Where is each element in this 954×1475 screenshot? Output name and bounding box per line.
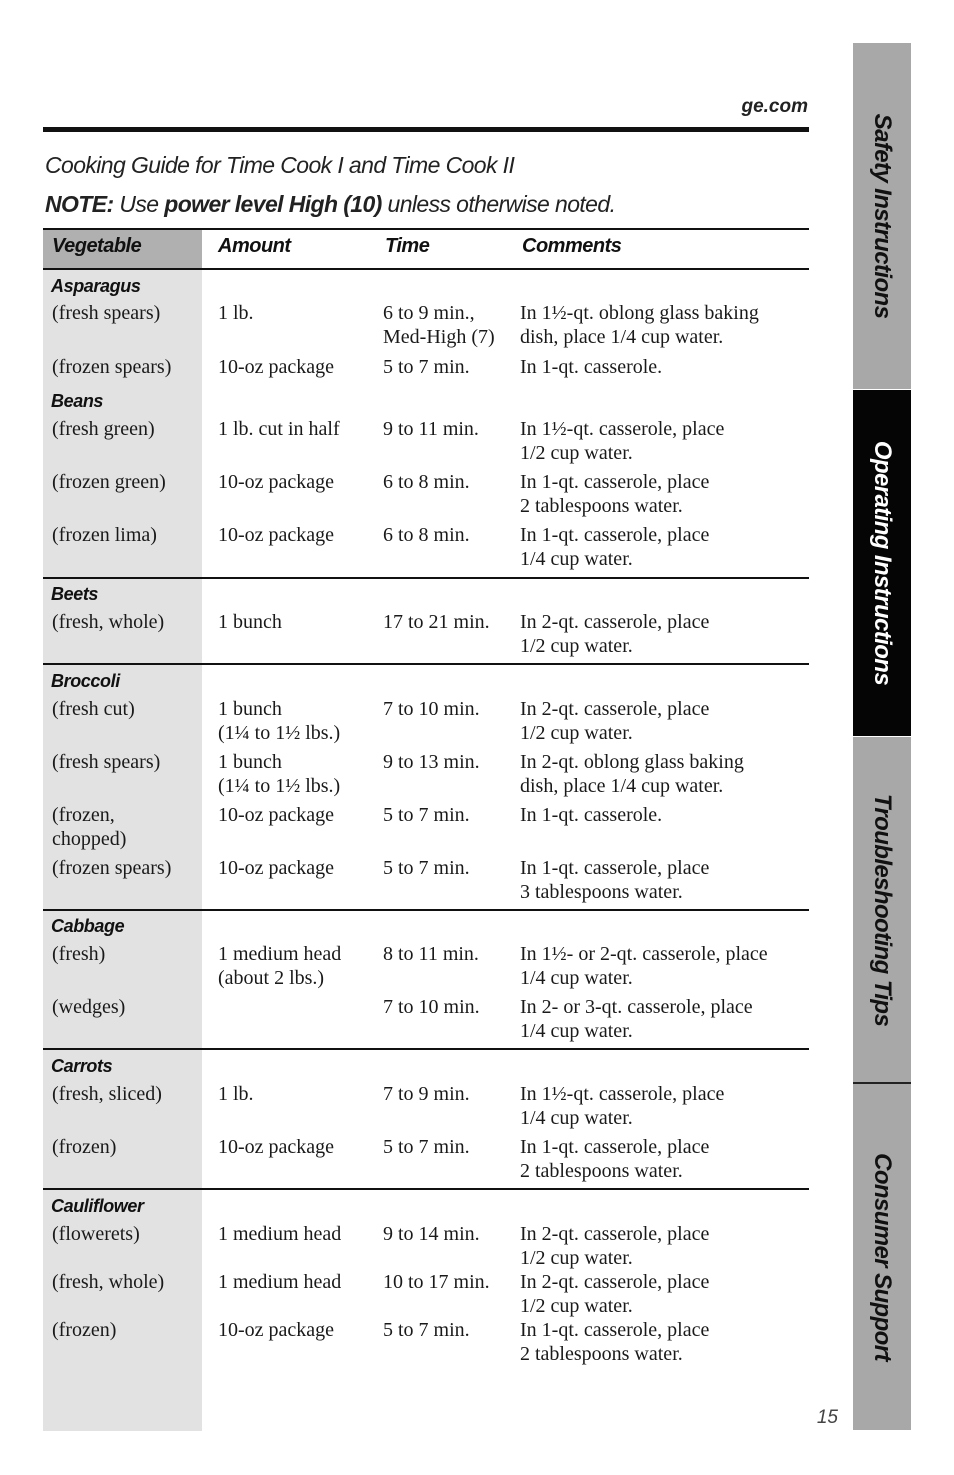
cell-veg: (fresh cut)	[52, 698, 135, 720]
group-heading: Beans	[51, 391, 104, 411]
cell-amount: 1 lb.	[218, 302, 254, 324]
cell-comments: In 2- or 3-qt. casserole, place 1/4 cup water.	[520, 996, 753, 1042]
cell-comments: In 1½-qt. casserole, place 1/4 cup water.	[520, 1083, 725, 1129]
cell-veg: (fresh spears)	[52, 751, 161, 773]
cell-veg: (frozen spears)	[52, 857, 172, 879]
cell-time: 7 to 10 min.	[383, 698, 480, 720]
group-heading: Beets	[51, 584, 99, 604]
group-heading: Broccoli	[51, 671, 120, 691]
cell-comments: In 2-qt. casserole, place 1/2 cup water.	[520, 1223, 710, 1269]
side-tab-label: Operating Instructions	[869, 440, 896, 686]
cell-veg: (fresh green)	[52, 418, 155, 440]
cell-time: 10 to 17 min.	[383, 1271, 490, 1293]
cell-amount: 1 bunch (1¼ to 1½ lbs.)	[218, 751, 341, 797]
cell-comments: In 1-qt. casserole, place 2 tablespoons water.	[520, 1319, 710, 1365]
side-tab-consumer[interactable]	[853, 1084, 911, 1430]
group-separator	[43, 1188, 809, 1190]
cell-amount: 10-oz package	[218, 524, 335, 546]
cell-amount: 10-oz package	[218, 857, 335, 879]
cell-comments: In 1-qt. casserole.	[520, 804, 663, 826]
cell-amount: 1 medium head	[218, 1223, 342, 1245]
cell-veg: (fresh, whole)	[52, 1271, 165, 1293]
top-rule	[43, 127, 809, 132]
cell-time: 5 to 7 min.	[383, 356, 470, 378]
cell-time: 7 to 10 min.	[383, 996, 480, 1018]
cell-comments: In 2-qt. casserole, place 1/2 cup water.	[520, 1271, 710, 1317]
cell-amount: 1 medium head (about 2 lbs.)	[218, 943, 342, 989]
cell-time: 5 to 7 min.	[383, 1136, 470, 1158]
side-tab-operating[interactable]	[853, 390, 911, 736]
side-tab-safety[interactable]	[853, 43, 911, 389]
note-text-pre: Use	[113, 191, 165, 217]
cell-amount: 1 medium head	[218, 1271, 342, 1293]
cell-time: 17 to 21 min.	[383, 611, 490, 633]
note-text-post: unless otherwise noted.	[381, 191, 616, 217]
cell-time: 7 to 9 min.	[383, 1083, 470, 1105]
cell-amount: 1 bunch	[218, 611, 282, 633]
cell-amount: 1 bunch (1¼ to 1½ lbs.)	[218, 698, 341, 744]
cell-comments: In 2-qt. casserole, place 1/2 cup water.	[520, 698, 710, 744]
side-tab-label: Safety Instructions	[869, 113, 896, 319]
cell-amount: 10-oz package	[218, 471, 335, 493]
cell-comments: In 1½-qt. oblong glass baking dish, place 1/4 cup water.	[520, 302, 759, 348]
cell-amount: 10-oz package	[218, 1136, 335, 1158]
group-separator	[43, 909, 809, 911]
cell-veg: (fresh spears)	[52, 302, 161, 324]
group-separator	[43, 663, 809, 665]
cell-amount: 10-oz package	[218, 356, 335, 378]
cell-veg: (frozen)	[52, 1136, 117, 1158]
side-tab-troubleshooting[interactable]	[853, 737, 911, 1083]
group-separator	[43, 1048, 809, 1050]
cell-veg: (frozen)	[52, 1319, 117, 1341]
cell-veg: (frozen, chopped)	[52, 804, 127, 850]
cell-amount: 10-oz package	[218, 1319, 335, 1341]
header-bottom-rule	[43, 268, 809, 270]
cell-amount: 10-oz package	[218, 804, 335, 826]
note-label: NOTE:	[45, 191, 114, 217]
cell-veg: (fresh, sliced)	[52, 1083, 162, 1105]
cell-veg: (wedges)	[52, 996, 126, 1018]
group-heading: Cauliflower	[51, 1196, 144, 1216]
side-tab-label: Troubleshooting Tips	[869, 793, 896, 1027]
cell-veg: (frozen spears)	[52, 356, 172, 378]
cell-comments: In 1-qt. casserole.	[520, 356, 663, 378]
cell-time: 6 to 9 min., Med-High (7)	[383, 302, 495, 348]
cell-comments: In 1½- or 2-qt. casserole, place 1/4 cup water.	[520, 943, 768, 989]
page-number: 15	[816, 1407, 838, 1428]
cell-amount: 1 lb. cut in half	[218, 418, 340, 440]
cell-comments: In 2-qt. oblong glass baking dish, place 1/4 cup water.	[520, 751, 744, 797]
table-top-rule	[43, 228, 809, 230]
col-header-amount: Amount	[218, 235, 291, 257]
cell-comments: In 1-qt. casserole, place 1/4 cup water.	[520, 524, 710, 570]
cell-time: 9 to 14 min.	[383, 1223, 480, 1245]
cell-comments: In 1½-qt. casserole, place 1/2 cup water.	[520, 418, 725, 464]
cell-amount: 1 lb.	[218, 1083, 254, 1105]
col-header-vegetable: Vegetable	[52, 235, 142, 257]
group-heading: Asparagus	[51, 276, 141, 296]
note-power-level: power level High (10)	[164, 191, 382, 217]
group-separator	[43, 577, 809, 579]
group-heading: Carrots	[51, 1056, 113, 1076]
cell-time: 9 to 11 min.	[383, 418, 479, 440]
cell-time: 5 to 7 min.	[383, 1319, 470, 1341]
cell-veg: (flowerets)	[52, 1223, 140, 1245]
col-header-comments: Comments	[522, 235, 622, 257]
cell-veg: (fresh)	[52, 943, 106, 965]
cell-veg: (fresh, whole)	[52, 611, 165, 633]
cell-time: 6 to 8 min.	[383, 524, 470, 546]
cell-comments: In 2-qt. casserole, place 1/2 cup water.	[520, 611, 710, 657]
side-tab-label: Consumer Support	[869, 1153, 896, 1361]
note-line	[45, 191, 615, 218]
cell-comments: In 1-qt. casserole, place 3 tablespoons water.	[520, 857, 710, 903]
page-title: Cooking Guide for Time Cook I and Time Cook II	[45, 152, 515, 178]
cell-time: 8 to 11 min.	[383, 943, 479, 965]
group-heading: Cabbage	[51, 916, 125, 936]
col-header-time: Time	[385, 235, 430, 257]
cell-time: 6 to 8 min.	[383, 471, 470, 493]
cell-comments: In 1-qt. casserole, place 2 tablespoons water.	[520, 471, 710, 517]
cell-comments: In 1-qt. casserole, place 2 tablespoons water.	[520, 1136, 710, 1182]
cell-veg: (frozen green)	[52, 471, 166, 493]
cell-veg: (frozen lima)	[52, 524, 157, 546]
cell-time: 5 to 7 min.	[383, 804, 470, 826]
site-url: ge.com	[741, 96, 808, 117]
cell-time: 9 to 13 min.	[383, 751, 480, 773]
cell-time: 5 to 7 min.	[383, 857, 470, 879]
